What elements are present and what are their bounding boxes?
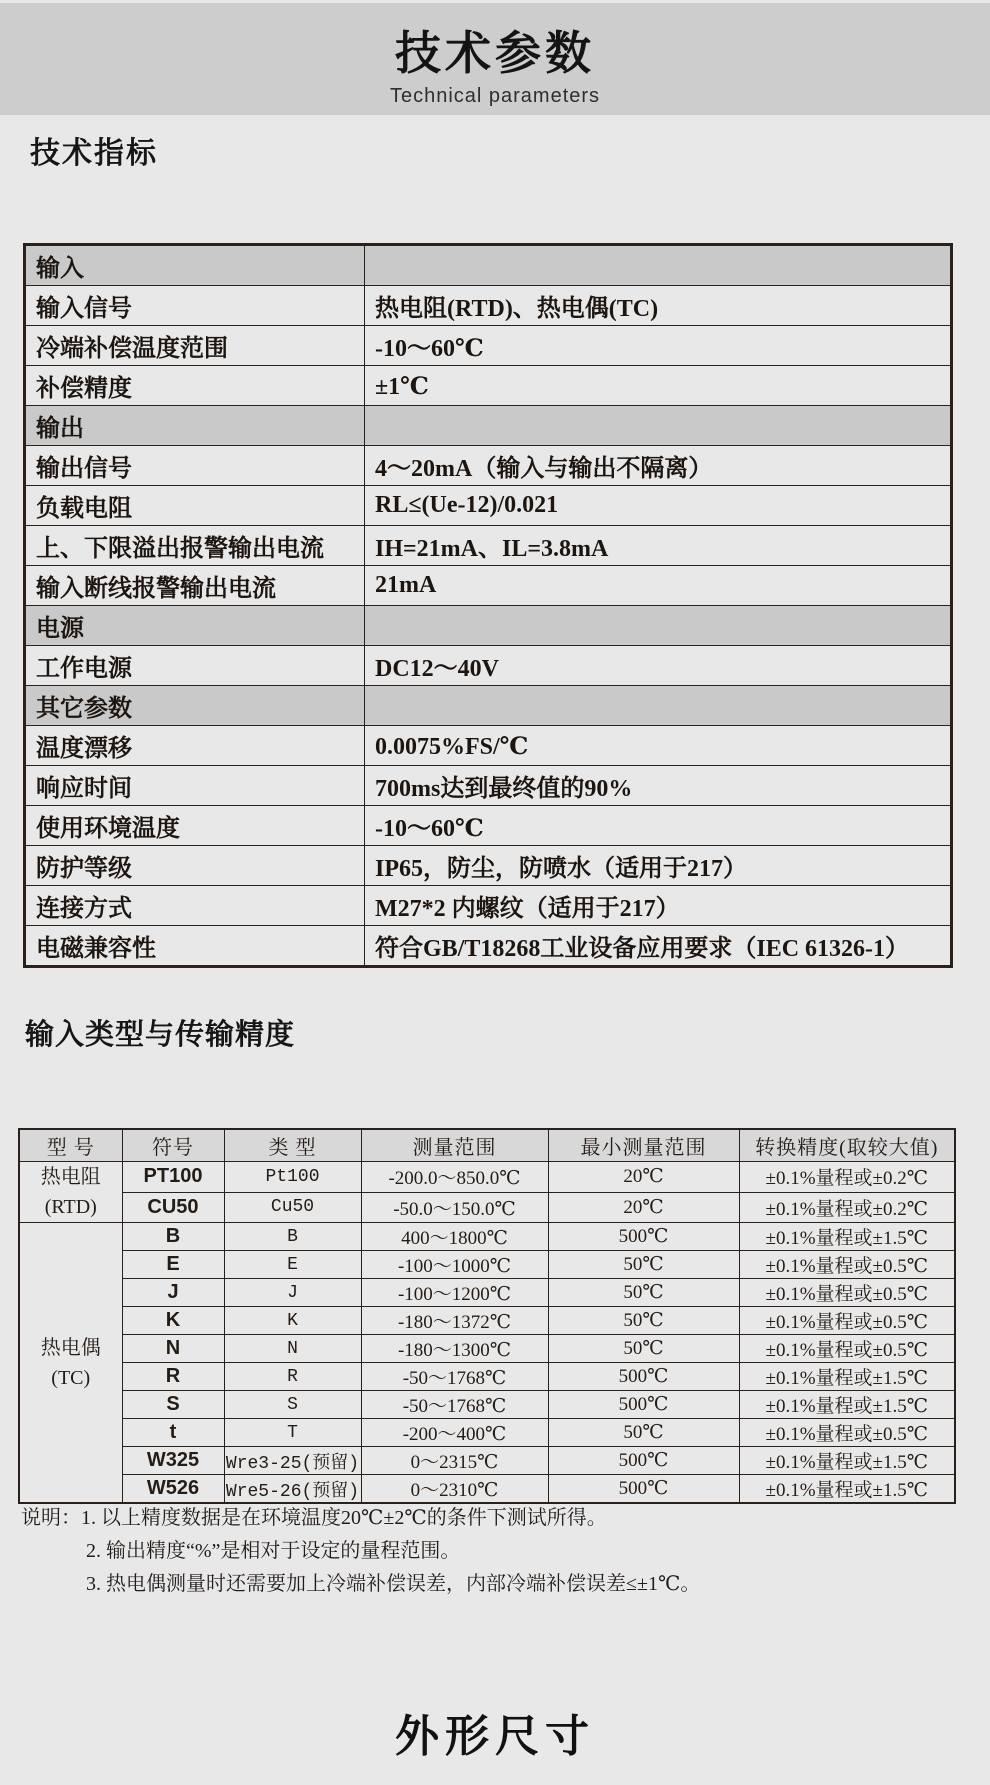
cell-range: -180～1300℃ <box>361 1335 548 1363</box>
cell-symbol: t <box>122 1419 224 1447</box>
col-header-range: 测量范围 <box>361 1129 548 1162</box>
row-value <box>365 406 952 446</box>
cell-symbol: N <box>122 1335 224 1363</box>
cell-range: -180～1372℃ <box>361 1307 548 1335</box>
row-value: IH=21mA、IL=3.8mA <box>365 526 952 566</box>
table-row <box>25 526 952 566</box>
cell-range: -50～1768℃ <box>361 1363 548 1391</box>
cell-type: S <box>224 1391 361 1419</box>
table-row <box>25 366 952 406</box>
cell-accuracy: ±0.1%量程或±0.5℃ <box>739 1307 955 1335</box>
col-header-accuracy: 转换精度(取较大值) <box>739 1129 955 1162</box>
row-value: 0.0075%FS/℃ <box>365 726 952 766</box>
cell-symbol: J <box>122 1279 224 1307</box>
row-value: -10～60℃ <box>365 806 952 846</box>
table-row <box>19 1419 955 1447</box>
row-value: 热电阻(RTD)、热电偶(TC) <box>365 286 952 326</box>
table-row <box>25 286 952 326</box>
table-row <box>19 1447 955 1475</box>
table-row <box>25 566 952 606</box>
note-line <box>21 1502 961 1535</box>
cell-symbol: S <box>122 1391 224 1419</box>
cell-accuracy: ±0.1%量程或±0.5℃ <box>739 1251 955 1279</box>
cell-type: J <box>224 1279 361 1307</box>
spec-table <box>23 243 953 968</box>
group-label-abbr: (TC) <box>51 1366 91 1389</box>
cell-range: -200～400℃ <box>361 1419 548 1447</box>
cell-type: Pt100 <box>224 1162 361 1193</box>
cell-symbol: W526 <box>122 1475 224 1504</box>
cell-min-range: 500℃ <box>548 1391 739 1419</box>
cell-type: Wre3-25(预留) <box>224 1447 361 1475</box>
cell-accuracy: ±0.1%量程或±0.5℃ <box>739 1279 955 1307</box>
cell-min-range: 500℃ <box>548 1475 739 1504</box>
cell-min-range: 50℃ <box>548 1279 739 1307</box>
cell-type: Cu50 <box>224 1192 361 1223</box>
cell-range: -200.0～850.0℃ <box>361 1162 548 1193</box>
cell-range: -100～1200℃ <box>361 1279 548 1307</box>
table-row <box>25 326 952 366</box>
section-title-dimensions: 外形尺寸 <box>395 1712 595 1761</box>
table-row-section <box>25 606 952 646</box>
table-row <box>19 1335 955 1363</box>
row-value: DC12～40V <box>365 646 952 686</box>
table-row <box>19 1192 955 1223</box>
row-label: 温度漂移 <box>25 726 365 766</box>
row-label: 工作电源 <box>25 646 365 686</box>
row-value <box>365 686 952 726</box>
cell-type: Wre5-26(预留) <box>224 1475 361 1504</box>
row-label: 输入信号 <box>25 286 365 326</box>
table-row <box>19 1223 955 1251</box>
group-cell-rtd <box>19 1162 122 1223</box>
page-subtitle: Technical parameters <box>389 85 601 107</box>
row-label: 电磁兼容性 <box>25 926 365 967</box>
table-row-section <box>25 245 952 286</box>
cell-min-range: 50℃ <box>548 1419 739 1447</box>
page-title: 技术参数 <box>395 27 595 79</box>
cell-min-range: 20℃ <box>548 1192 739 1223</box>
note-line: 2. 输出精度“%”是相对于设定的量程范围。 <box>86 1540 461 1562</box>
section-title-input-types: 输入类型与传输精度 <box>25 1019 296 1051</box>
cell-accuracy: ±0.1%量程或±0.2℃ <box>739 1162 955 1193</box>
group-label: 热电阻 <box>40 1166 101 1188</box>
cell-accuracy: ±0.1%量程或±0.5℃ <box>739 1335 955 1363</box>
accuracy-table <box>18 1128 956 1504</box>
cell-accuracy: ±0.1%量程或±1.5℃ <box>739 1223 955 1251</box>
table-row <box>25 726 952 766</box>
cell-min-range: 20℃ <box>548 1162 739 1193</box>
row-label: 输入 <box>25 245 365 286</box>
row-label: 使用环境温度 <box>25 806 365 846</box>
table-row <box>19 1162 955 1193</box>
cell-symbol: CU50 <box>122 1192 224 1223</box>
row-value: RL≤(Ue-12)/0.021 <box>365 486 952 526</box>
table-row <box>19 1391 955 1419</box>
cell-min-range: 50℃ <box>548 1335 739 1363</box>
row-label: 冷端补偿温度范围 <box>25 326 365 366</box>
row-label: 上、下限溢出报警输出电流 <box>25 526 365 566</box>
row-label: 其它参数 <box>25 686 365 726</box>
row-value: ±1℃ <box>365 366 952 406</box>
cell-accuracy: ±0.1%量程或±0.5℃ <box>739 1419 955 1447</box>
row-label: 防护等级 <box>25 846 365 886</box>
cell-range: 0～2310℃ <box>361 1475 548 1504</box>
section-title-spec: 技术指标 <box>30 137 158 170</box>
note-item: 1. 以上精度数据是在环境温度20℃±2℃的条件下测试所得。 <box>81 1507 607 1529</box>
cell-accuracy: ±0.1%量程或±1.5℃ <box>739 1363 955 1391</box>
row-value: 符合GB/T18268工业设备应用要求（IEC 61326-1） <box>365 926 952 967</box>
row-value: 4～20mA（输入与输出不隔离） <box>365 446 952 486</box>
cell-accuracy: ±0.1%量程或±1.5℃ <box>739 1447 955 1475</box>
cell-range: 400～1800℃ <box>361 1223 548 1251</box>
table-row <box>25 446 952 486</box>
cell-range: 0～2315℃ <box>361 1447 548 1475</box>
row-value <box>365 606 952 646</box>
cell-accuracy: ±0.1%量程或±0.2℃ <box>739 1192 955 1223</box>
row-value <box>365 245 952 286</box>
row-label: 输出信号 <box>25 446 365 486</box>
cell-symbol: K <box>122 1307 224 1335</box>
table-row <box>25 766 952 806</box>
cell-type: K <box>224 1307 361 1335</box>
row-label: 输出 <box>25 406 365 446</box>
row-value: IP65，防尘，防喷水（适用于217） <box>365 846 952 886</box>
cell-symbol: PT100 <box>122 1162 224 1193</box>
table-header-row <box>19 1129 955 1162</box>
cell-min-range: 500℃ <box>548 1447 739 1475</box>
row-label: 电源 <box>25 606 365 646</box>
row-value: 700ms达到最终值的90% <box>365 766 952 806</box>
table-row <box>19 1363 955 1391</box>
group-cell-tc <box>19 1223 122 1504</box>
cell-type: B <box>224 1223 361 1251</box>
cell-type: E <box>224 1251 361 1279</box>
table-row <box>25 486 952 526</box>
notes-block <box>21 1502 961 1601</box>
cell-type: R <box>224 1363 361 1391</box>
cell-min-range: 500℃ <box>548 1363 739 1391</box>
table-row-section <box>25 406 952 446</box>
cell-symbol: W325 <box>122 1447 224 1475</box>
col-header-model: 型 号 <box>19 1129 122 1162</box>
cell-min-range: 50℃ <box>548 1307 739 1335</box>
table-row <box>25 806 952 846</box>
row-label: 响应时间 <box>25 766 365 806</box>
table-row <box>25 846 952 886</box>
col-header-type: 类 型 <box>224 1129 361 1162</box>
cell-symbol: B <box>122 1223 224 1251</box>
table-row <box>19 1251 955 1279</box>
cell-min-range: 50℃ <box>548 1251 739 1279</box>
row-label: 负载电阻 <box>25 486 365 526</box>
cell-range: -50～1768℃ <box>361 1391 548 1419</box>
cell-range: -50.0～150.0℃ <box>361 1192 548 1223</box>
table-row <box>25 886 952 926</box>
cell-range: -100～1000℃ <box>361 1251 548 1279</box>
cell-type: N <box>224 1335 361 1363</box>
row-label: 输入断线报警输出电流 <box>25 566 365 606</box>
row-value: 21mA <box>365 566 952 606</box>
row-value: -10～60℃ <box>365 326 952 366</box>
cell-symbol: E <box>122 1251 224 1279</box>
page-banner <box>0 3 990 115</box>
table-row <box>19 1475 955 1504</box>
table-row <box>19 1279 955 1307</box>
table-row <box>25 926 952 967</box>
group-label: 热电偶 <box>40 1336 101 1359</box>
row-label: 补偿精度 <box>25 366 365 406</box>
col-header-min-range: 最小测量范围 <box>548 1129 739 1162</box>
table-row <box>19 1307 955 1335</box>
row-label: 连接方式 <box>25 886 365 926</box>
table-row <box>25 646 952 686</box>
cell-type: T <box>224 1419 361 1447</box>
cell-min-range: 500℃ <box>548 1223 739 1251</box>
group-label-abbr: (RTD) <box>44 1196 97 1218</box>
note-line: 3. 热电偶测量时还需要加上冷端补偿误差，内部冷端补偿误差≤±1℃。 <box>86 1573 701 1595</box>
table-row-section <box>25 686 952 726</box>
note-prefix: 说明： <box>21 1507 81 1529</box>
cell-symbol: R <box>122 1363 224 1391</box>
col-header-symbol: 符号 <box>122 1129 224 1162</box>
row-value: M27*2 内螺纹（适用于217） <box>365 886 952 926</box>
cell-accuracy: ±0.1%量程或±1.5℃ <box>739 1391 955 1419</box>
cell-accuracy: ±0.1%量程或±1.5℃ <box>739 1475 955 1504</box>
